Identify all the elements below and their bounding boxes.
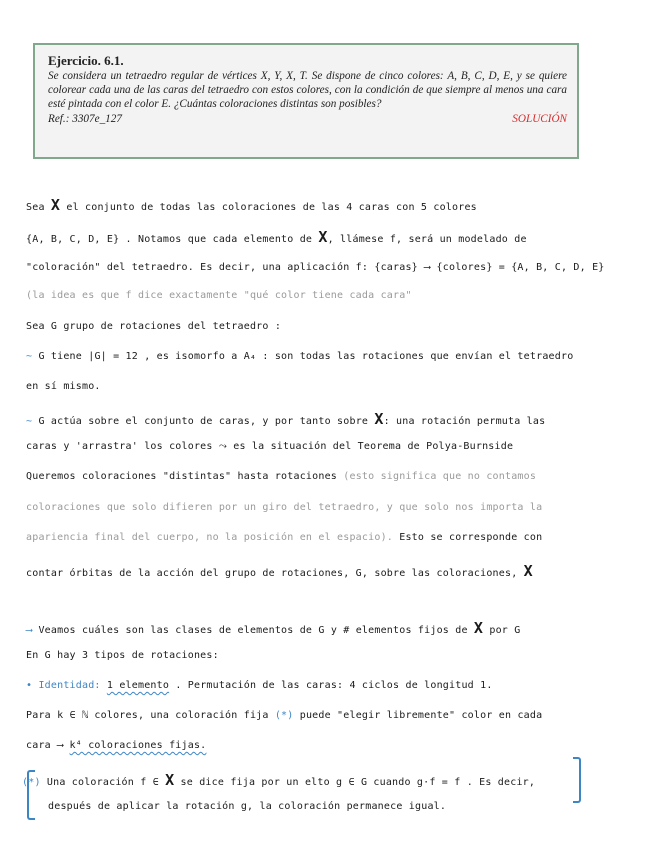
note-text: {A, B, C, D, E} . Notamos que cada elemento de	[26, 234, 319, 245]
set-x-symbol: X	[473, 619, 484, 637]
footnote-marker: (*)	[274, 710, 294, 721]
note-line-18	[26, 740, 632, 751]
note-line-8	[26, 410, 632, 428]
note-line-16	[26, 680, 632, 691]
note-text: es la situación del Teorema de Polya-Burnside	[227, 441, 514, 452]
squiggle-arrow-icon: ~	[26, 351, 39, 362]
note-line-17	[26, 710, 632, 721]
set-x-symbol: X	[165, 771, 175, 789]
note-text: Esto se corresponde con	[393, 532, 543, 543]
note-line-1	[26, 196, 632, 214]
note-line-10	[26, 471, 632, 482]
note-line-20: después de aplicar la rotación g, la coloración permanece igual.	[48, 801, 447, 812]
squiggle-arrow-icon: ⤳	[218, 441, 228, 452]
note-text: se dice fija por un elto g ∈ G cuando g·f = f . Es decir,	[174, 777, 536, 788]
exercise-footer	[48, 112, 567, 126]
set-x-symbol: X	[318, 228, 328, 246]
note-text: Para k ∈ ℕ colores, una coloración fija	[26, 710, 275, 721]
note-line-4: (la idea es que f dice exactamente "qué color tiene cada cara"	[26, 290, 412, 301]
note-line-3: "coloración" del tetraedro. Es decir, una aplicación f: {caras} ⟶ {colores} = {A, B, C, D, E}	[26, 262, 605, 273]
right-arrow-icon: ⟶	[26, 625, 39, 636]
footnote-marker: (*)	[22, 777, 47, 788]
note-line-14	[26, 619, 632, 637]
underlined-term: k⁴ coloraciones fijas.	[69, 740, 207, 751]
note-line-7: en sí mismo.	[26, 381, 101, 392]
note-line-9	[26, 441, 632, 452]
note-aside: (esto significa que no contamos	[343, 471, 537, 482]
set-x-symbol: X	[374, 410, 384, 428]
exercise-title: Ejercicio. 6.1.	[48, 53, 124, 68]
note-line-13	[26, 562, 632, 580]
note-line-19	[22, 771, 628, 789]
note-text: puede "elegir libremente" color en cada	[293, 710, 543, 721]
note-text: caras y 'arrastra' los colores	[26, 441, 219, 452]
note-line-6	[26, 351, 632, 362]
set-x-symbol: X	[523, 562, 533, 580]
note-text: Queremos coloraciones "distintas" hasta rotaciones	[26, 471, 344, 482]
set-x-symbol: X	[50, 196, 61, 214]
note-line-15: En G hay 3 tipos de rotaciones:	[26, 650, 219, 661]
note-text: por G	[483, 625, 521, 636]
note-text: : una rotación permuta las	[383, 416, 546, 427]
underlined-term: 1 elemento	[106, 680, 170, 691]
exercise-box	[33, 43, 579, 159]
note-text: contar órbitas de la acción del grupo de rotaciones, G, sobre las coloraciones,	[26, 568, 524, 579]
note-text: G actúa sobre el conjunto de caras, y por tanto sobre	[38, 416, 375, 427]
note-line-5: Sea G grupo de rotaciones del tetraedro :	[26, 321, 282, 332]
exercise-statement: Se considera un tetraedro regular de vértices X, Y, X, T. Se dispone de cinco colores: A, B, C, D, E, y se quiere colorear cada una de las caras del tetraedro con estos colores, con la condición de que siempre al menos una cara esté pintada con el color E. ¿Cuántas coloraciones distintas son posibles?	[48, 70, 567, 111]
squiggle-arrow-icon: ~	[26, 416, 39, 427]
note-line-12	[26, 532, 632, 543]
note-text: Una coloración f ∈	[46, 777, 166, 788]
note-line-2	[26, 228, 632, 246]
note-aside: apariencia final del cuerpo, no la posición en el espacio).	[26, 532, 394, 543]
note-text: Veamos cuáles son las clases de elementos de G y # elementos fijos de	[38, 625, 474, 636]
solution-link[interactable]: SOLUCIÓN	[512, 112, 567, 125]
bullet-identidad: • Identidad:	[26, 680, 107, 691]
note-line-11: coloraciones que solo difieren por un giro del tetraedro, y que solo nos importa la	[26, 502, 543, 513]
note-text: G tiene |G| = 12 , es isomorfo a A₄ : son todas las rotaciones que envían el tetraedro	[38, 351, 574, 362]
note-text: el conjunto de todas las coloraciones de las 4 caras con 5 colores	[60, 202, 477, 213]
note-text: . Permutación de las caras: 4 ciclos de longitud 1.	[169, 680, 493, 691]
exercise-ref: Ref.: 3307e_127	[48, 112, 122, 125]
note-text: , llámese f, será un modelado de	[327, 234, 527, 245]
note-text: Sea	[26, 202, 51, 213]
note-text: cara ⟶	[26, 740, 70, 751]
